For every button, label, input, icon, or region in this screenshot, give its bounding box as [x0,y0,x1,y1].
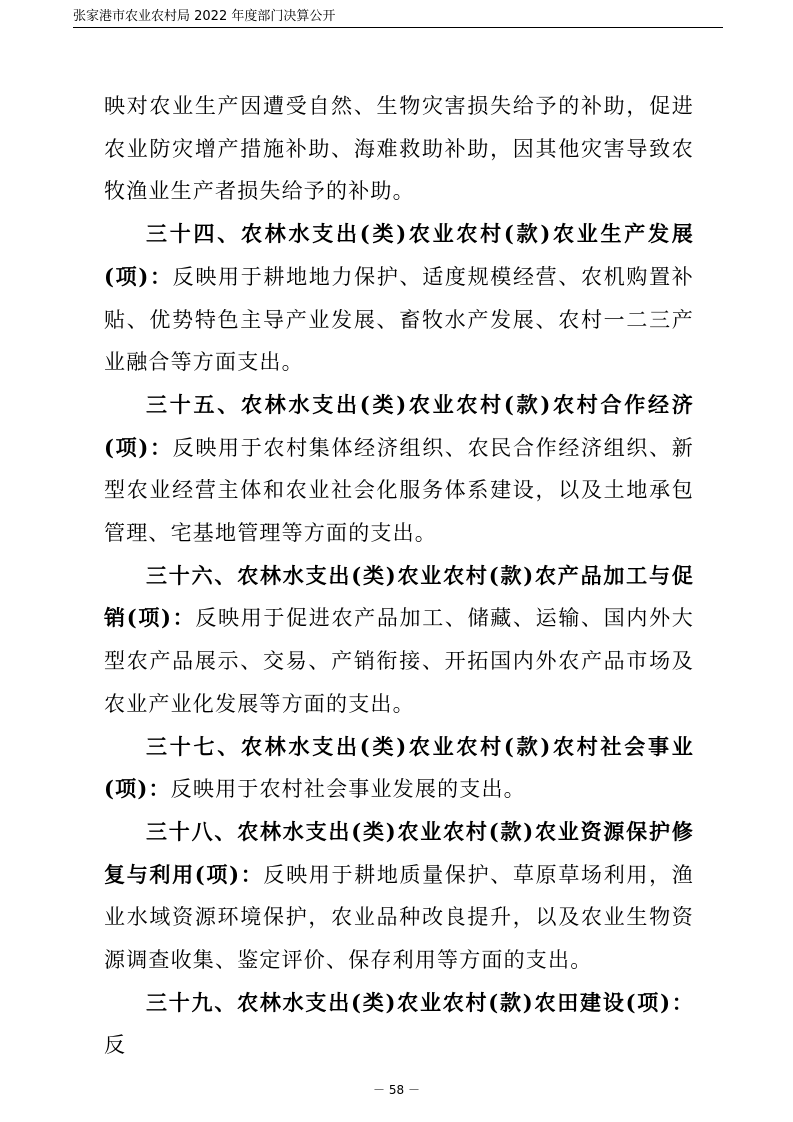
paragraph-item-37 [104,726,694,811]
paragraph-text: 反映用于耕地地力保护、适度规模经营、农机购置补贴、优势特色主导产业发展、畜牧水产发展、农村一二三产业融合等方面支出。 [104,264,695,375]
paragraph-item-39 [104,982,694,1067]
page-number: － 58 － [373,1083,420,1097]
paragraph-text: 反映用于农村集体经济组织、农民合作经济组织、新型农业经营主体和农业社会化服务体系建设，以及土地承包管理、宅基地管理等方面的支出。 [104,435,695,546]
paragraph-heading: 三十七、农林水支出(类)农业农村(款)农村社会事业(项)： [104,733,694,802]
paragraph-text: 反 [104,1033,127,1058]
paragraph-text: 反映用于促进农产品加工、储藏、运输、国内外大型农产品展示、交易、产销衔接、开拓国内外农产品市场及农业产业化发展等方面的支出。 [104,606,694,716]
document-body [104,85,694,1067]
paragraph-heading: 三十九、农林水支出(类)农业农村(款)农田建设(项)： [146,989,694,1015]
page-header: 张家港市农业农村局 2022 年度部门决算公开 [73,9,336,24]
paragraph-item-35 [104,384,694,555]
paragraph-item-36 [104,555,694,726]
paragraph-item-34 [104,213,694,384]
paragraph-heading: 三十六、农林水支出(类)农业农村(款)农产品加工与促销(项)： [104,562,694,631]
paragraph-text: 反映用于农村社会事业发展的支出。 [170,777,526,802]
paragraph-heading: 三十八、农林水支出(类)农业农村(款)农业资源保护修复与利用(项)： [104,818,694,887]
header-divider [73,27,723,28]
paragraph-heading: 三十五、农林水支出(类)农业农村(款)农村合作经济(项)： [104,391,694,460]
paragraph-text: 映对农业生产因遭受自然、生物灾害损失给予的补助，促进农业防灾增产措施补助、海难救助补助，因其他灾害导致农牧渔业生产者损失给予的补助。 [104,94,694,204]
paragraph-continuation [104,85,694,213]
paragraph-item-38 [104,811,694,982]
paragraph-heading: 三十四、农林水支出(类)农业农村(款)农业生产发展(项)： [104,221,694,289]
paragraph-text: 反映用于耕地质量保护、草原草场利用，渔业水域资源环境保护，农业品种改良提升，以及农业生物资源调查收集、鉴定评价、保存利用等方面的支出。 [104,862,694,973]
